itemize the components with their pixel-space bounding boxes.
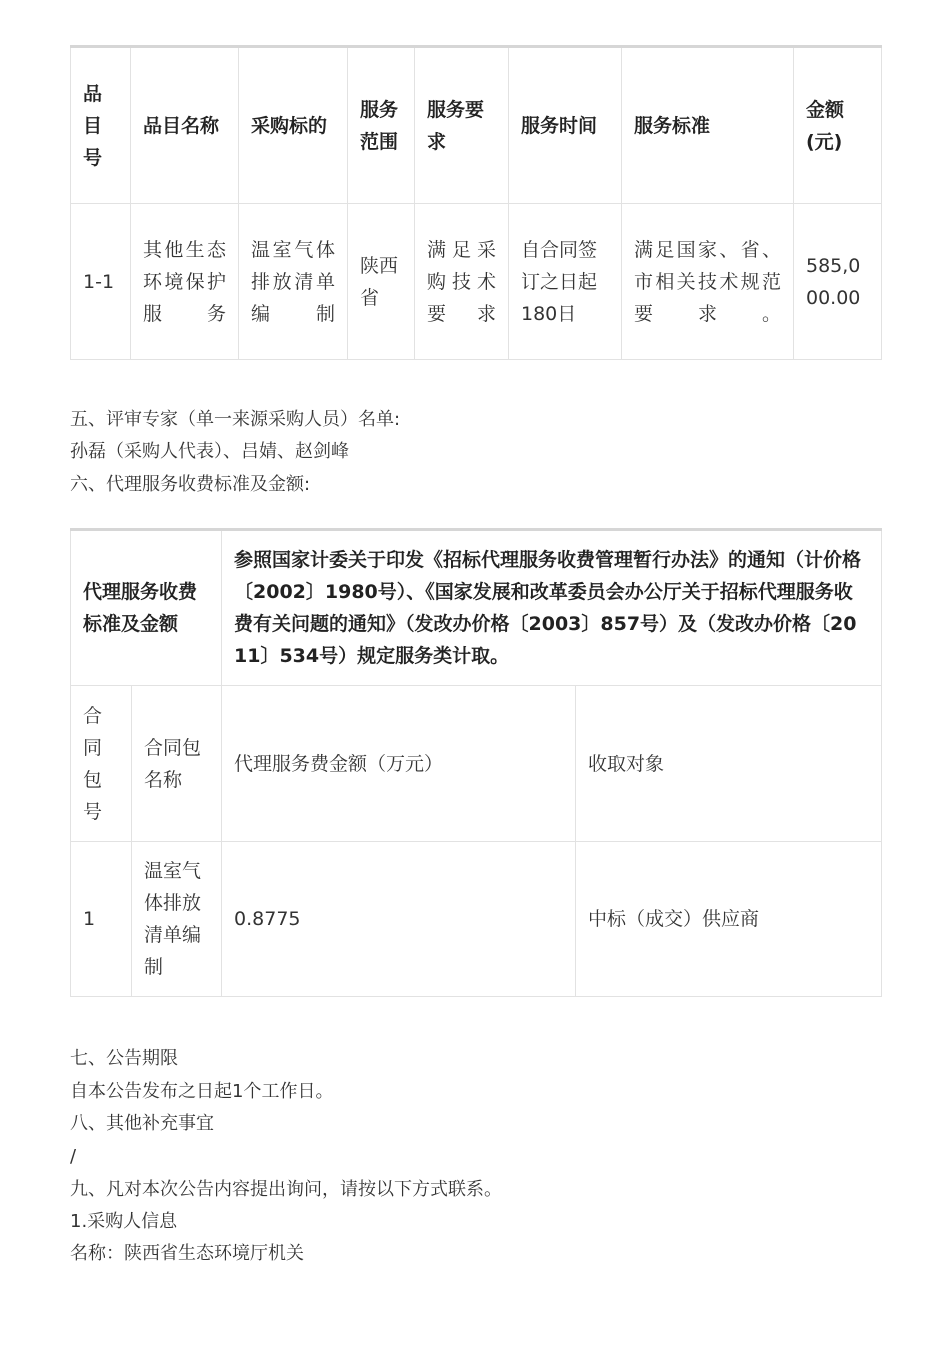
section7-title: 七、公告期限: [70, 1048, 178, 1069]
cell-standard: 满足国家、省、市相关技术规范要求。: [622, 204, 794, 360]
section5-names: 孙磊（采购人代表）、吕婧、赵剑峰: [70, 441, 349, 462]
header-item-name: 品目名称: [131, 47, 239, 204]
section8-content: /: [70, 1146, 77, 1167]
fee-standard-description: 参照国家计委关于印发《招标代理服务收费管理暂行办法》的通知（计价格〔2002〕1980号）、《国家发展和改革委员会办公厅关于招标代理服务收费有关问题的通知》（发改办价格〔2003〕857号）及（发改办价格〔2011〕534号）规定服务类计取。: [222, 530, 882, 686]
cell-time: 自合同签订之日起180日: [509, 204, 622, 360]
header-payer: 收取对象: [576, 686, 882, 842]
cell-requirement: 满足采购技术要求: [415, 204, 509, 360]
header-scope: 服务范围: [348, 47, 415, 204]
section6-title: 六、代理服务收费标准及金额:: [70, 474, 311, 495]
cell-package-no: 1: [71, 842, 132, 997]
section9-title: 九、凡对本次公告内容提出询问，请按以下方式联系。: [70, 1179, 502, 1200]
header-fee: 代理服务费金额（万元）: [222, 686, 576, 842]
section5-title: 五、评审专家（单一来源采购人员）名单:: [70, 409, 401, 430]
cell-item-no: 1-1: [71, 204, 131, 360]
cell-package-name: 温室气体排放清单编制: [132, 842, 222, 997]
header-item-no: 品目号: [71, 47, 131, 204]
cell-amount: 585,000.00: [794, 204, 882, 360]
header-target: 采购标的: [239, 47, 348, 204]
header-package-name: 合同包名称: [132, 686, 222, 842]
cell-item-name: 其他生态环境保护服务: [131, 204, 239, 360]
fee-standard-label: 代理服务收费标准及金额: [71, 530, 222, 686]
table-row: [71, 204, 882, 360]
header-requirement: 服务要求: [415, 47, 509, 204]
section7-content: 自本公告发布之日起1个工作日。: [70, 1081, 334, 1102]
fee-standard-row: [71, 530, 882, 686]
cell-payer: 中标（成交）供应商: [576, 842, 882, 997]
purchaser-name: 名称：陕西省生态环境厅机关: [70, 1243, 304, 1264]
cell-target: 温室气体排放清单编制: [239, 204, 348, 360]
cell-scope: 陕西省: [348, 204, 415, 360]
procurement-items-table: [70, 45, 882, 360]
cell-fee: 0.8775: [222, 842, 576, 997]
header-time: 服务时间: [509, 47, 622, 204]
header-amount: 金额(元): [794, 47, 882, 204]
section9-sub1: 1.采购人信息: [70, 1211, 178, 1232]
header-standard: 服务标准: [622, 47, 794, 204]
table-row: [71, 842, 882, 997]
header-package-no: 合同包号: [71, 686, 132, 842]
table-header-row: [71, 47, 882, 204]
fee-header-row: [71, 686, 882, 842]
section8-title: 八、其他补充事宜: [70, 1113, 214, 1134]
agency-fee-table: [70, 528, 882, 997]
